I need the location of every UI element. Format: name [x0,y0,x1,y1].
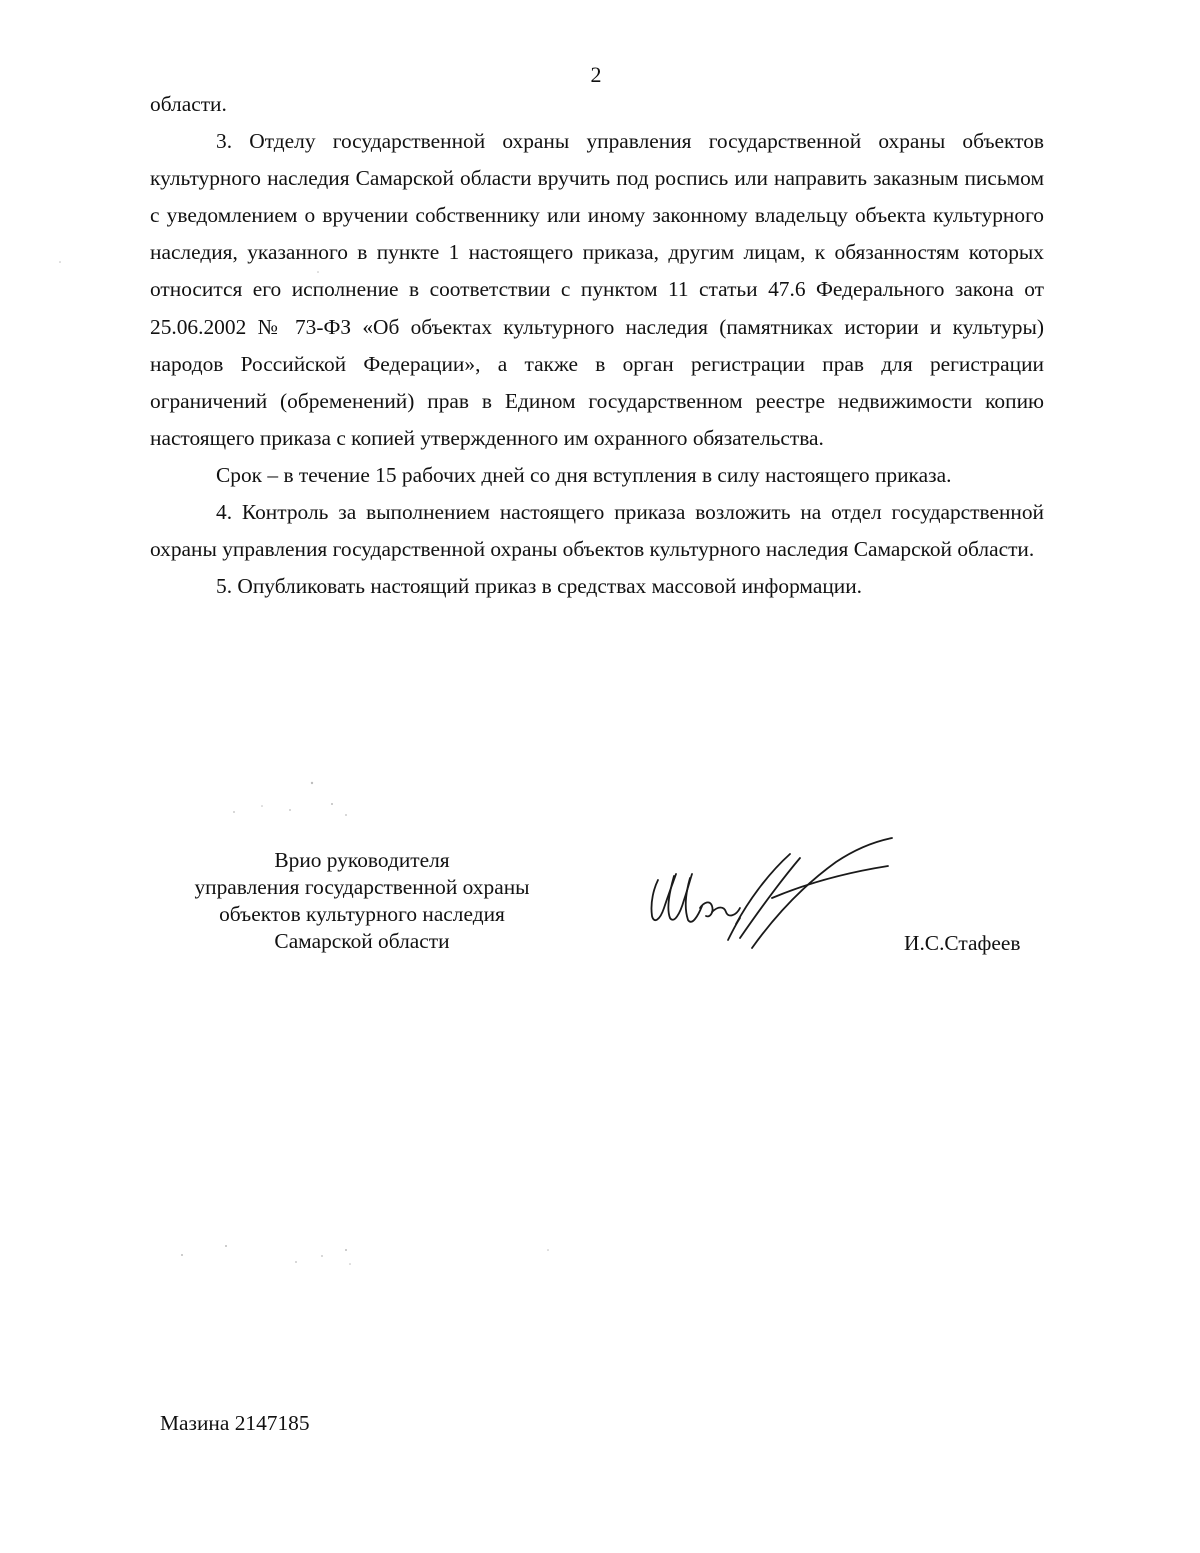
paragraph-continuation: области. [150,92,227,116]
paragraph-item-5: 5. Опубликовать настоящий приказ в средствах массовой информации. [216,574,863,599]
executor-contact: Мазина 2147185 [160,1411,310,1435]
signatory-title-line: объектов культурного наследия [219,902,505,926]
signatory-title [160,847,564,955]
page-number: 2 [590,62,602,87]
signatory-title-line: Самарской области [274,929,450,953]
signatory-title-line: Врио руководителя [274,848,450,872]
signatory-name: И.С.Стафеев [904,931,1021,955]
paragraph-item-3: 3. Отделу государственной охраны управления государственной охраны объектов культурного наследия Самарской области вручить под роспись или направить заказным письмом с уведомлением о вручении собственнику или иному законному владельцу объекта культурного наследия, указанного в пункте 1 настоящего приказа, другим лицам, к обязанностям которых относится его исполнение в соответствии с пунктом 11 статьи 47.6 Федерального закона от 25.06.2002 № 73-ФЗ «Об объектах культурного наследия (памятниках истории и культуры) народов Российской Федерации», а также в орган регистрации прав для регистрации ограничений (обременений) прав в Едином государственном реестре недвижимости копию настоящего приказа с копией утвержденного им охранного обязательства. [150,129,1044,450]
document-body [150,86,1044,605]
signatory-title-line: управления государственной охраны [194,875,530,899]
handwritten-signature [640,828,900,968]
paragraph-item-4: 4. Контроль за выполнением настоящего приказа возложить на отдел государственной охраны управления государственной охраны объектов культурного наследия Самарской области. [150,500,1044,562]
paragraph-deadline: Срок – в течение 15 рабочих дней со дня вступления в силу настоящего приказа. [216,462,952,487]
